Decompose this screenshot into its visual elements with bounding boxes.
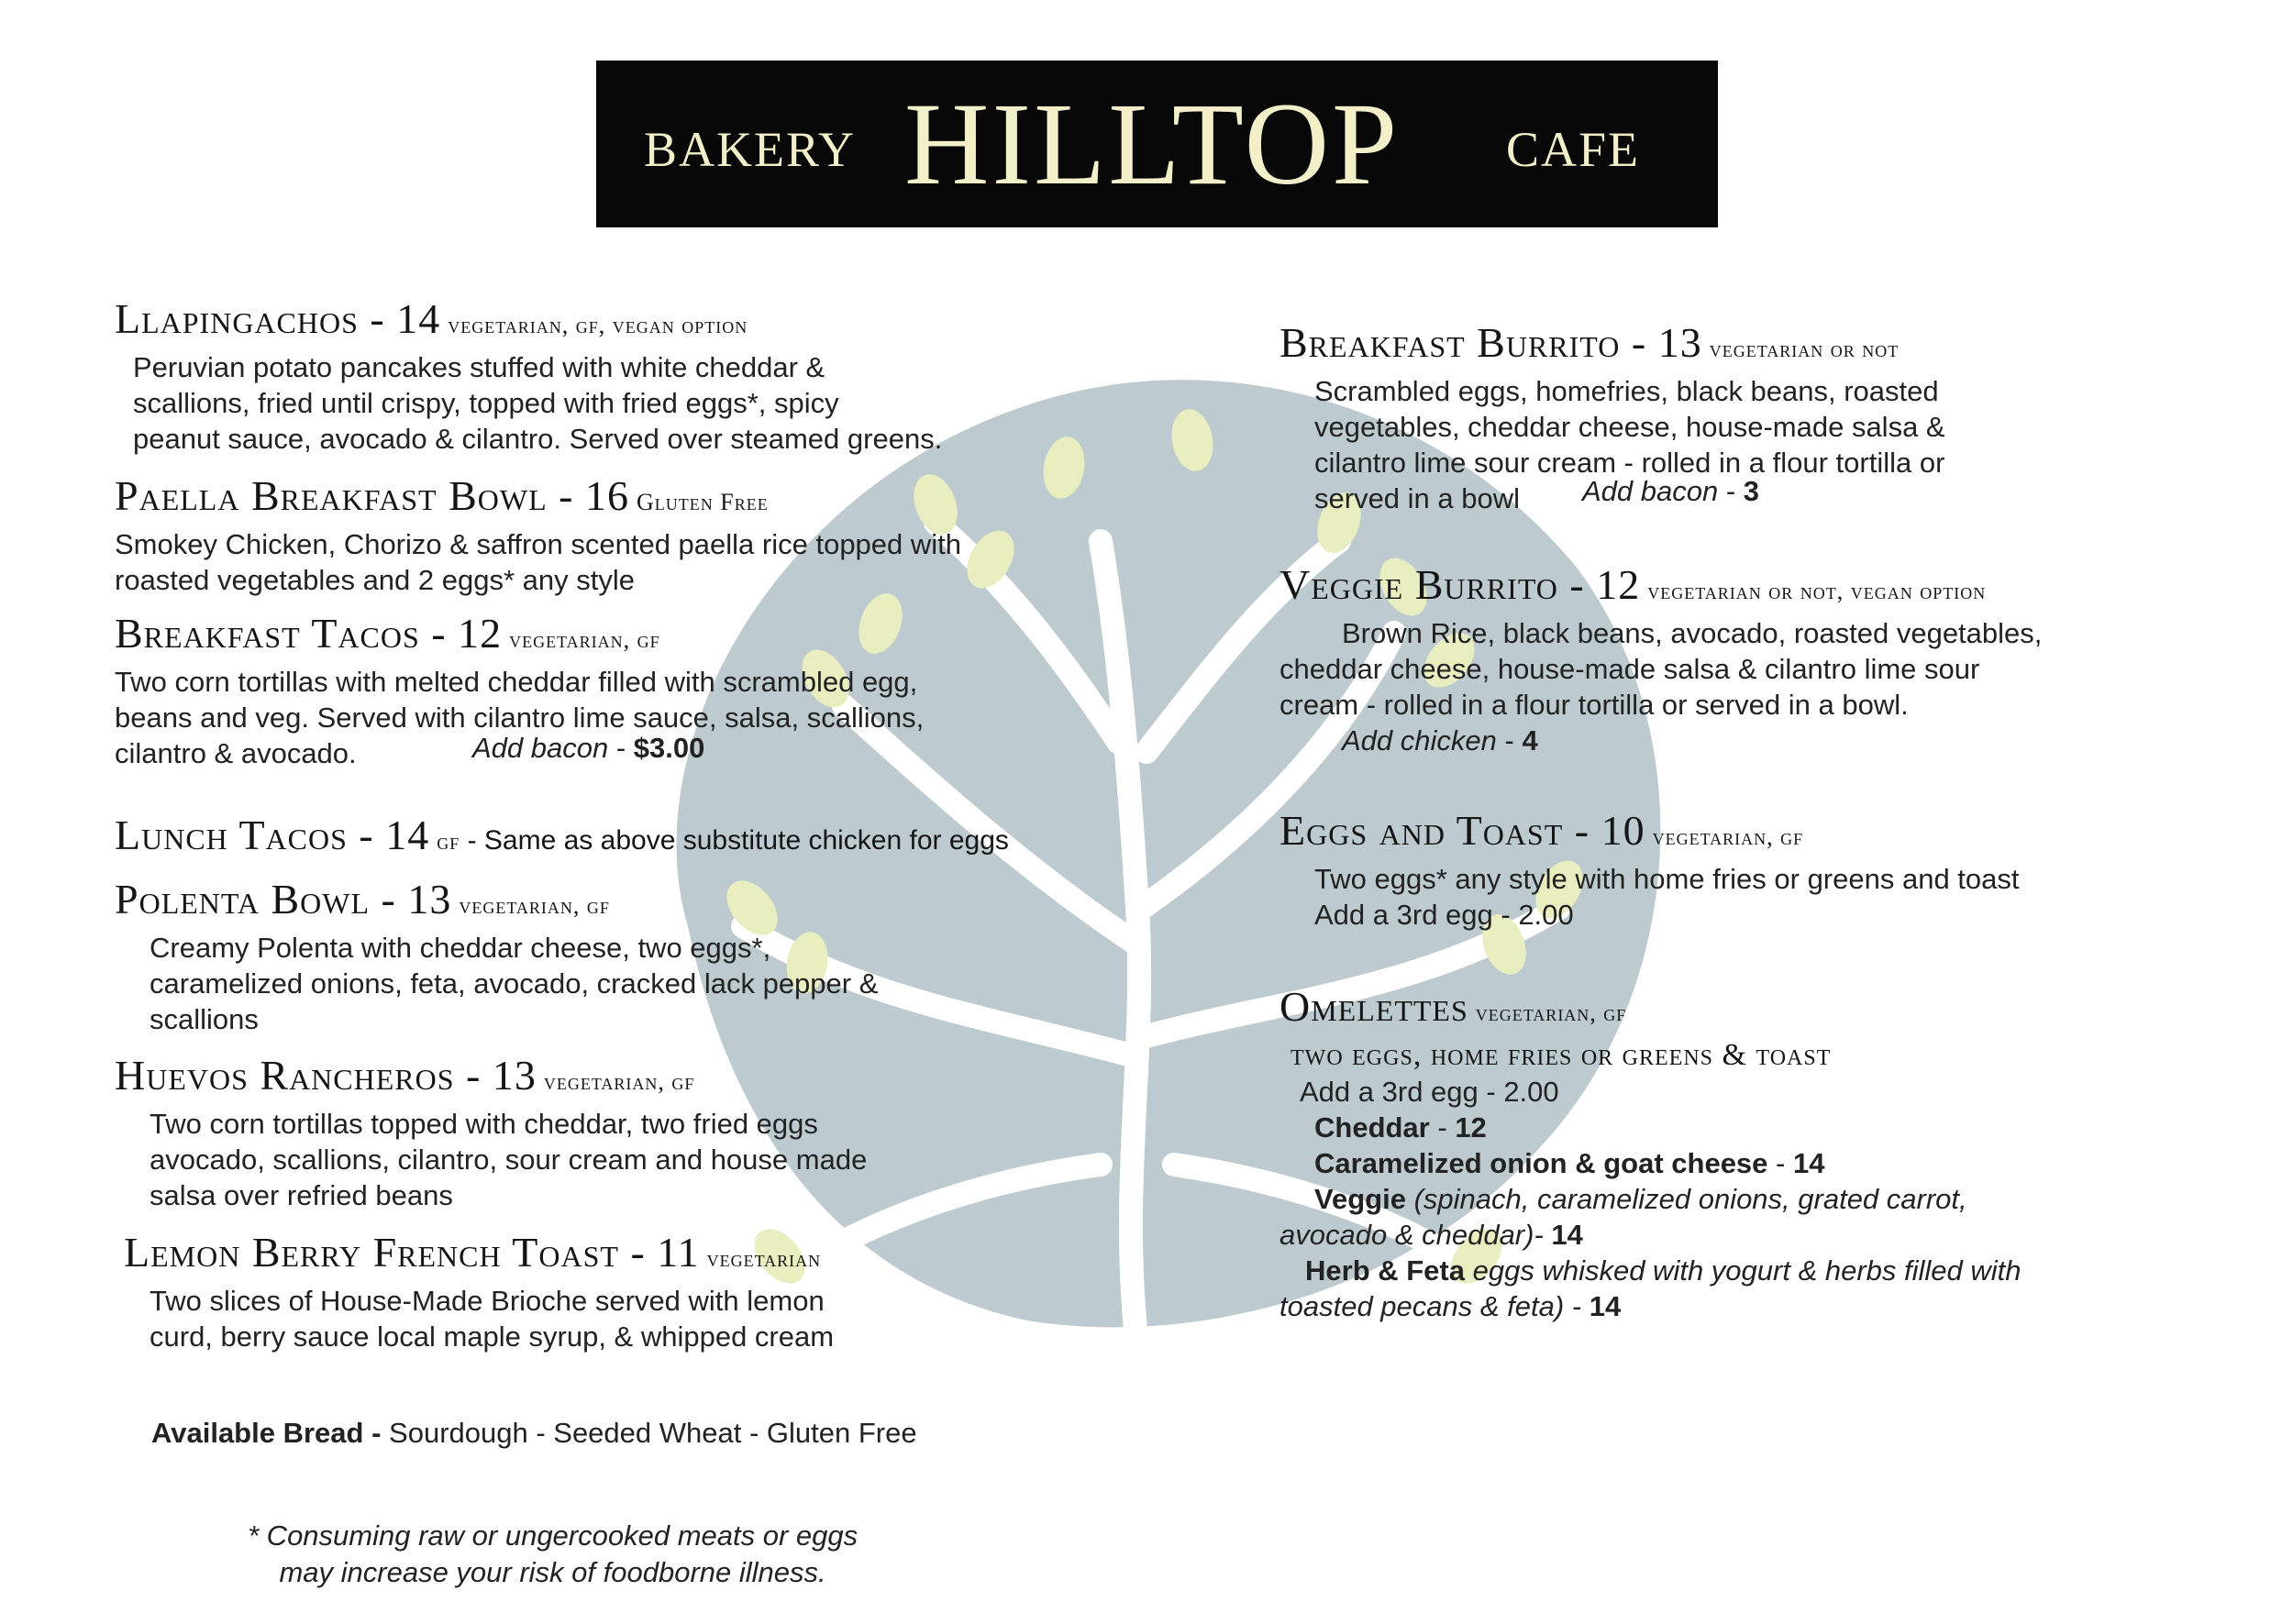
option-price: 14: [1589, 1290, 1622, 1322]
item-tags: vegetarian, gf, vegan option: [448, 312, 748, 338]
addon-price: 3: [1743, 475, 1760, 507]
addon-label: Add chicken: [1342, 724, 1497, 757]
option-price: 14: [1792, 1147, 1825, 1179]
omelette-extra: Add a 3rd egg - 2.00: [1300, 1076, 1559, 1108]
item-tags: vegetarian, gf: [1652, 823, 1804, 850]
menu-item: Huevos Rancheros - 13 vegetarian, gf Two corn tortillas topped with cheddar, two fried eggs avocado, scallions, cilantro, sour cream and house made salsa over refried beans: [115, 1052, 868, 1211]
addon-label: Add bacon: [1582, 475, 1719, 507]
item-price: 14: [396, 295, 441, 342]
item-description: Peruvian potato pancakes stuffed with white cheddar & scallions, fried until crispy, topped with fried eggs*, spicy peanut sauce, avocado & cilantro. Served over steamed greens.: [133, 351, 943, 455]
item-description: Two corn tortillas topped with cheddar, two fried eggs avocado, scallions, cilantro, sour cream and house made salsa over refried beans: [150, 1108, 868, 1211]
menu-item: Lunch Tacos - 14 gf - Same as above substitute chicken for eggs: [115, 812, 1009, 858]
menu-item: Breakfast Tacos - 12 vegetarian, gf Two corn tortillas with melted cheddar filled with scrambled egg, beans and veg. Served with cilantro lime sauce, salsa, scallions, cilantro & avocado. Add bacon - $3.00: [115, 610, 925, 769]
item-name: Eggs and Toast: [1279, 807, 1564, 854]
option-name: Herb & Feta: [1305, 1254, 1465, 1287]
item-price: 13: [492, 1052, 537, 1099]
item-name: Llapingachos: [115, 295, 359, 342]
logo-cafe: CAFE: [1506, 122, 1641, 177]
disclaimer: * Consuming raw or ungercooked meats or eggs may increase your risk of foodborne illness.: [248, 1519, 858, 1588]
item-description: Two eggs* any style with home fries or greens and toast Add a 3rd egg - 2.00: [1314, 863, 2020, 931]
omelette-option: [1314, 1181, 2022, 1217]
item-name: Omelettes: [1279, 983, 1468, 1030]
item-price: 13: [407, 876, 452, 922]
option-price: 12: [1455, 1111, 1487, 1143]
item-price: 12: [458, 610, 503, 657]
menu-item: Polenta Bowl - 13 vegetarian, gf Creamy Polenta with cheddar cheese, two eggs*, caramelized onions, feta, avocado, cracked lack pepper & scallions: [115, 876, 879, 1035]
item-name: Breakfast Tacos: [115, 610, 420, 657]
item-price: 14: [385, 812, 430, 858]
option-name: Veggie: [1314, 1183, 1406, 1215]
item-description: Two corn tortillas with melted cheddar filled with scrambled egg, beans and veg. Served with cilantro lime sauce, salsa, scallions, cilantro & avocado.: [115, 666, 925, 769]
menu-item: Paella Breakfast Bowl - 16 Gluten Free Smokey Chicken, Chorizo & saffron scented paella rice topped with roasted vegetables and 2 eggs* any style: [115, 472, 962, 596]
menu-item: Veggie Burrito - 12 vegetarian or not, vegan option Brown Rice, black beans, avocado, roasted vegetables, cheddar cheese, house-made salsa & cilantro lime sour cream - rolled in a flour tortilla or served in a bowl. Add chicken - 4: [1279, 561, 2043, 757]
item-note: Same as above substitute chicken for eggs: [483, 825, 1009, 856]
menu-item: Breakfast Burrito - 13 vegetarian or not Scrambled eggs, homefries, black beans, roasted vegetables, cheddar cheese, house-made salsa & cilantro lime sour cream - rolled in a flour tortilla or served in a bowl Add bacon - 3: [1279, 319, 1945, 514]
menu-item: Lemon Berry French Toast - 11 vegetarian Two slices of House-Made Brioche served with lemon curd, berry sauce local maple syrup, & whipped cream: [124, 1229, 835, 1353]
item-tags: vegetarian, gf: [1475, 1000, 1627, 1026]
item-tags: vegetarian or not: [1709, 336, 1900, 362]
item-tags: vegetarian, gf: [543, 1068, 695, 1095]
option-name: Caramelized onion & goat cheese: [1314, 1147, 1768, 1179]
item-name: Breakfast Burrito: [1279, 319, 1621, 366]
item-name: Lemon Berry French Toast: [124, 1229, 619, 1276]
menu-item: Llapingachos - 14 vegetarian, gf, vegan option Peruvian potato pancakes stuffed with white cheddar & scallions, fried until crispy, topped with fried eggs*, spicy peanut sauce, avocado & cilantro. Served over steamed greens.: [115, 295, 943, 455]
omelette-option-cont: [1279, 1217, 2022, 1253]
item-description: Scrambled eggs, homefries, black beans, roasted vegetables, cheddar cheese, house-made salsa & cilantro lime sour cream - rolled in a flour tortilla or served in a bowl: [1314, 375, 1945, 514]
omelette-option: Caramelized onion & goat cheese - 14: [1314, 1147, 1825, 1179]
menu-item: Eggs and Toast - 10 vegetarian, gf Two eggs* any style with home fries or greens and toast Add a 3rd egg - 2.00: [1279, 807, 2020, 931]
addon-label: Add bacon: [472, 732, 609, 764]
item-tags: Gluten Free: [636, 489, 769, 515]
bread-label: Available Bread -: [151, 1417, 382, 1449]
bread-line: [151, 1417, 917, 1450]
logo-bakery: BAKERY: [644, 122, 857, 177]
item-name: Huevos Rancheros: [115, 1052, 455, 1099]
item-price: 11: [657, 1229, 700, 1276]
item-tags: vegetarian, gf: [509, 626, 660, 653]
item-description: Brown Rice, black beans, avocado, roasted vegetables, cheddar cheese, house-made salsa & cilantro lime sour cream - rolled in a flour tortilla or served in a bowl.: [1279, 617, 2043, 721]
addon-line: Add bacon - 3: [1582, 475, 1760, 507]
item-name: Polenta Bowl: [115, 876, 371, 922]
item-description: Creamy Polenta with cheddar cheese, two eggs*, caramelized onions, feta, avocado, cracked lack pepper & scallions: [150, 932, 879, 1035]
item-price: 13: [1657, 319, 1702, 366]
item-name: Paella Breakfast Bowl: [115, 472, 548, 519]
option-detail-cont: toasted pecans & feta) -: [1279, 1290, 1582, 1322]
option-detail-cont: avocado & cheddar)-: [1279, 1219, 1544, 1251]
item-description: Two slices of House-Made Brioche served with lemon curd, berry sauce local maple syrup, & whipped cream: [150, 1285, 835, 1353]
item-name: Lunch Tacos: [115, 812, 348, 858]
addon-line: Add chicken - 4: [1342, 724, 1538, 757]
item-price: 12: [1596, 561, 1641, 608]
logo-banner: [596, 61, 1718, 227]
omelette-option-cont: [1279, 1288, 2022, 1324]
menu-item-omelettes: [1279, 983, 2022, 1324]
item-tags: vegetarian or not, vegan option: [1647, 578, 1987, 604]
logo-hilltop: HILLTOP: [904, 79, 1401, 209]
option-detail: eggs whisked with yogurt & herbs filled with: [1472, 1254, 2022, 1287]
item-tags: vegetarian, gf: [459, 892, 610, 919]
option-price: 14: [1551, 1219, 1583, 1251]
omelette-subtitle: two eggs, home fries or greens & toast: [1291, 1038, 1832, 1072]
option-detail: (spinach, caramelized onions, grated carrot,: [1413, 1183, 1967, 1215]
omelette-option: Cheddar - 12: [1314, 1111, 1487, 1143]
item-price: 10: [1601, 807, 1645, 854]
item-name: Veggie Burrito: [1279, 561, 1558, 608]
omelette-option: [1305, 1253, 2022, 1288]
addon-line: Add bacon - $3.00: [472, 732, 705, 764]
item-description: Smokey Chicken, Chorizo & saffron scented paella rice topped with roasted vegetables and 2 eggs* any style: [115, 528, 962, 596]
addon-price: 4: [1522, 724, 1538, 757]
bread-options: Sourdough - Seeded Wheat - Gluten Free: [389, 1417, 917, 1449]
item-price: 16: [584, 472, 629, 519]
addon-price: $3.00: [633, 732, 705, 764]
item-tags: vegetarian: [706, 1245, 822, 1272]
option-name: Cheddar: [1314, 1111, 1430, 1143]
item-tags: gf: [437, 828, 460, 855]
